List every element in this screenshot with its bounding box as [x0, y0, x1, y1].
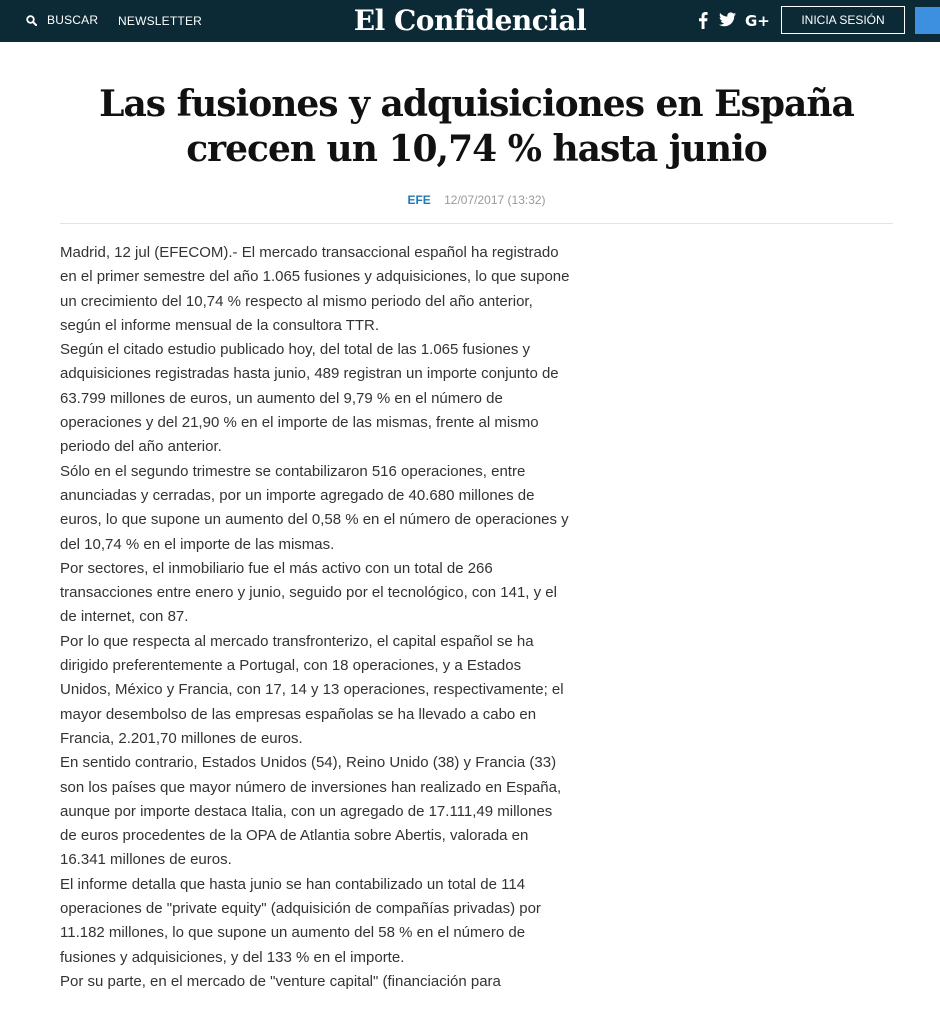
facebook-glyph: [698, 12, 708, 29]
publish-date: 12/07/2017 (13:32): [444, 193, 546, 207]
article-paragraph: Según el citado estudio publicado hoy, del total de las 1.065 fusiones y adquisiciones registradas hasta junio, 489 registran un importe conjunto de 63.799 millones de euros, un aumento del 9,79 % en el número de operaciones y del 21,90 % en el importe de las mismas, frente al mismo periodo del año anterior.: [60, 341, 559, 456]
article-byline: [0, 193, 940, 207]
article-body: [60, 241, 570, 994]
article-paragraph: El informe detalla que hasta junio se han contabilizado un total de 114 operaciones de "private equity" (adquisición de compañías privadas) por 11.182 millones, lo que supone un aumento del 58 % en el número de fusiones y adquisiciones, y del 133 % en el importe.: [60, 875, 541, 966]
article-paragraph: Sólo en el segundo trimestre se contabilizaron 516 operaciones, entre anunciadas y cerradas, por un importe agregado de 40.680 millones de euros, lo que supone un aumento del 0,58 % en el número de operaciones y del 10,74 % en el importe de las mismas.: [60, 462, 569, 553]
article-paragraph: Por lo que respecta al mercado transfronterizo, el capital español se ha dirigido preferentemente a Portugal, con 18 operaciones, y a Estados Unidos, México y Francia, con 17, 14 y 13 operaciones, respectivamente; el mayor desembolso de las empresas españolas se ha llevado a cabo en Francia, 2.201,70 millones de euros.: [60, 632, 564, 747]
search-label: BUSCAR: [47, 13, 99, 27]
brand-logo-text[interactable]: El Confidencial: [353, 4, 587, 37]
author-link[interactable]: EFE: [407, 193, 431, 207]
article-title: Las fusiones y adquisiciones en España crecen un 10,74 % hasta junio: [99, 83, 854, 170]
newsletter-link[interactable]: NEWSLETTER: [118, 14, 203, 28]
googleplus-icon[interactable]: G+: [745, 12, 770, 30]
facebook-icon[interactable]: [698, 12, 708, 29]
login-button[interactable]: INICIA SESIÓN: [781, 6, 905, 34]
twitter-glyph: [719, 12, 736, 27]
article-paragraph: Por sectores, el inmobiliario fue el más activo con un total de 266 transacciones entre enero y junio, seguido por el tecnológico, con 141, y el de internet, con 87.: [60, 559, 557, 626]
header-divider: [60, 223, 893, 224]
twitter-icon[interactable]: [719, 12, 736, 27]
article-paragraph: Por su parte, en el mercado de "venture capital" (financiación para: [60, 972, 501, 990]
article-paragraph: En sentido contrario, Estados Unidos (54), Reino Unido (38) y Francia (33) son los países que mayor número de inversiones han realizado en España, aunque por importe destaca Italia, con un agregado de 17.111,49 millones de euros procedentes de la OPA de Atlantia sobre Abertis, valorada en 16.341 millones de euros.: [60, 754, 562, 869]
search-icon: [26, 15, 37, 26]
search-button[interactable]: [26, 13, 98, 27]
article-paragraph: Madrid, 12 jul (EFECOM).- El mercado transaccional español ha registrado en el primer semestre del año 1.065 fusiones y adquisiciones, lo que supone un crecimiento del 10,74 % respecto al mismo periodo del año anterior, según el informe mensual de la consultora TTR.: [60, 244, 570, 334]
subscribe-button[interactable]: [915, 7, 940, 34]
top-nav-bar: [0, 0, 940, 42]
